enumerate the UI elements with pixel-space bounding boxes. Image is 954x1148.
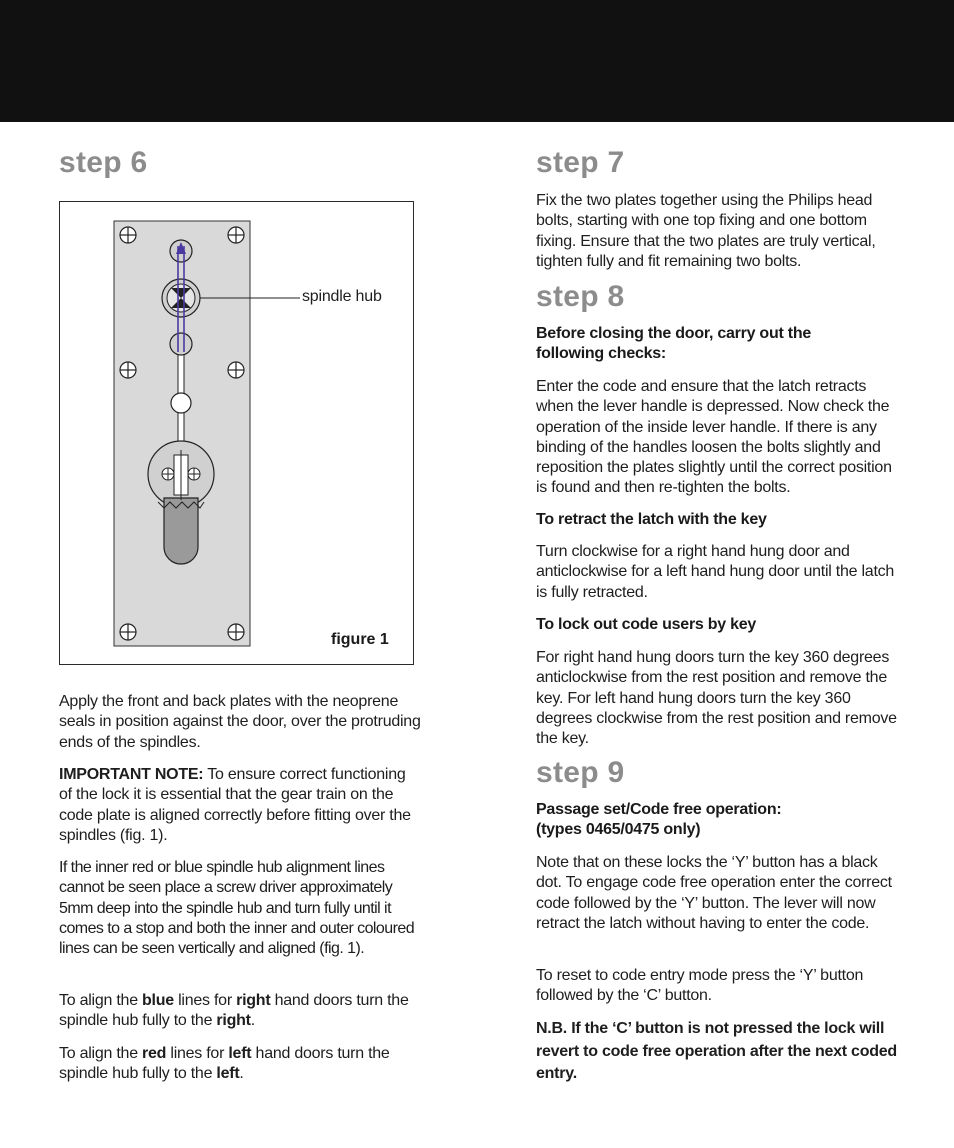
figure-1-box (59, 201, 414, 665)
step-7-paragraph: Fix the two plates together using the Philips head bolts, starting with one top fixing and one bottom fixing. Ensure that the two plates are truly vertical, tighten fully and fit remaining two bolts. (536, 192, 876, 270)
step-6-paragraph-1: Apply the front and back plates with the neoprene seals in position against the door, over the protruding ends of the spindles. (59, 693, 421, 751)
step-9-paragraph-code-free: Note that on these locks the ‘Y’ button has a black dot. To engage code free operation enter the correct code followed by the ‘Y’ button. The lever will now retract the latch without having to enter the code. (536, 854, 892, 932)
step-8-subheading-lockout: To lock out code users by key (536, 616, 757, 633)
step-8-paragraph-lockout: For right hand hung doors turn the key 360 degrees anticlockwise from the rest position and remove the key. For left hand hung doors turn the key 360 degrees clockwise from the rest position and remove the key. (536, 649, 897, 748)
screw-hole-top-left-icon (120, 227, 136, 243)
screw-hole-bottom-left-icon (120, 624, 136, 640)
screw-hole-top-right-icon (228, 227, 244, 243)
step-9-subheading-passage: Passage set/Code free operation: (types 0465/0475 only) (536, 801, 782, 839)
screw-hole-bottom-right-icon (228, 624, 244, 640)
step-8-heading: step 8 (536, 280, 625, 313)
spindle-hub-icon (162, 279, 200, 317)
step-6-heading: step 6 (59, 146, 148, 179)
step-6-paragraph-red: To align the red lines for left hand doors turn the spindle hub fully to the left. (59, 1045, 390, 1083)
step-9-nb-note: N.B. If the ‘C’ button is not pressed the lock will revert to code free operation after the next coded entry. (536, 1020, 897, 1082)
step-8-subheading-retract: To retract the latch with the key (536, 511, 767, 528)
figure-caption: figure 1 (331, 631, 389, 648)
step-8-paragraph-retract: Turn clockwise for a right hand hung door and anticlockwise for a left hand hung door until the latch is fully retracted. (536, 543, 895, 601)
spindle-hub-label: spindle hub (302, 288, 382, 305)
screw-hole-mid-left-icon (120, 362, 136, 378)
step-9-paragraph-reset: To reset to code entry mode press the ‘Y’ button followed by the ‘C’ button. (536, 967, 864, 1005)
step-7-heading: step 7 (536, 146, 625, 179)
step-9-heading: step 9 (536, 756, 625, 789)
step-6-paragraph-3: If the inner red or blue spindle hub alignment lines cannot be seen place a screw driver approximately 5mm deep into the spindle hub and turn fully until it comes to a stop and both the inner and outer coloured lines can be seen vertically and aligned (fig. 1). (59, 859, 415, 958)
lock-plate-diagram (60, 202, 415, 666)
step-8-paragraph-checks: Enter the code and ensure that the latch retracts when the lever handle is depressed. Now check the operation of the inside lever handle. If there is any binding of the handles loosen the bolts slightly and reposition the plates slightly until the correct position is found and then re-tighten the bolts. (536, 378, 892, 497)
step-6-paragraph-blue: To align the blue lines for right hand doors turn the spindle hub fully to the right. (59, 992, 409, 1030)
step-6-important-note: IMPORTANT NOTE: To ensure correct functioning of the lock it is essential that the gear train on the code plate is aligned correctly before fitting over the spindles (fig. 1). (59, 766, 411, 844)
step-8-subheading-checks: Before closing the door, carry out the following checks: (536, 325, 811, 363)
screw-hole-mid-right-icon (228, 362, 244, 378)
header-bar (0, 0, 954, 122)
